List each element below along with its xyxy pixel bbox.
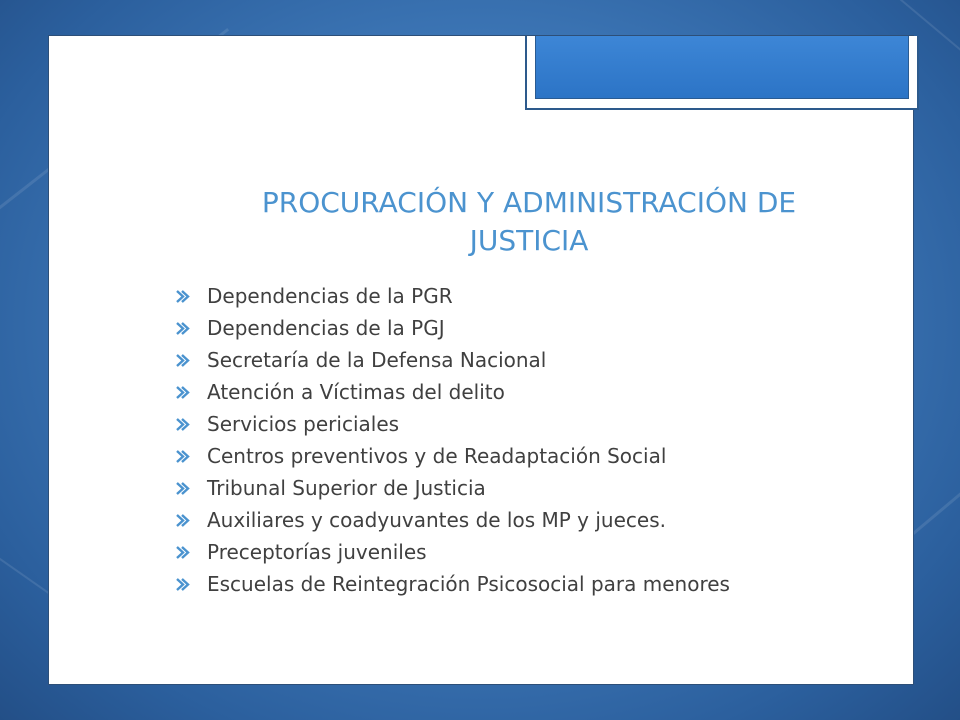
list-item: [175, 572, 859, 596]
list-item-text: Escuelas de Reintegración Psicosocial para menores: [207, 572, 730, 596]
double-chevron-icon: [175, 321, 190, 336]
list-item-text: Dependencias de la PGJ: [207, 316, 445, 340]
double-chevron-icon: [175, 289, 190, 304]
list-item-text: Auxiliares y coadyuvantes de los MP y jueces.: [207, 508, 666, 532]
double-chevron-icon: [175, 449, 190, 464]
list-item: [175, 444, 859, 468]
list-item-text: Dependencias de la PGR: [207, 284, 453, 308]
slide-panel: [48, 35, 914, 685]
list-item: [175, 348, 859, 372]
list-item: [175, 380, 859, 404]
list-item-text: Atención a Víctimas del delito: [207, 380, 505, 404]
list-item-text: Servicios periciales: [207, 412, 400, 436]
double-chevron-icon: [175, 353, 190, 368]
list-item-text: Tribunal Superior de Justicia: [207, 476, 486, 500]
double-chevron-icon: [175, 417, 190, 432]
list-item: [175, 316, 859, 340]
double-chevron-icon: [175, 577, 190, 592]
list-item: [175, 284, 859, 308]
list-item: [175, 508, 859, 532]
list-item: [175, 540, 859, 564]
list-item-text: Centros preventivos y de Readaptación Social: [207, 444, 667, 468]
decorative-tab: [535, 36, 909, 99]
list-item-text: Preceptorías juveniles: [207, 540, 427, 564]
list-item: [175, 412, 859, 436]
double-chevron-icon: [175, 513, 190, 528]
double-chevron-icon: [175, 545, 190, 560]
bullet-list: [175, 284, 859, 604]
slide-title: PROCURACIÓN Y ADMINISTRACIÓN DE JUSTICIA: [261, 186, 797, 257]
list-item-text: Secretaría de la Defensa Nacional: [207, 348, 547, 372]
double-chevron-icon: [175, 385, 190, 400]
list-item: [175, 476, 859, 500]
double-chevron-icon: [175, 481, 190, 496]
